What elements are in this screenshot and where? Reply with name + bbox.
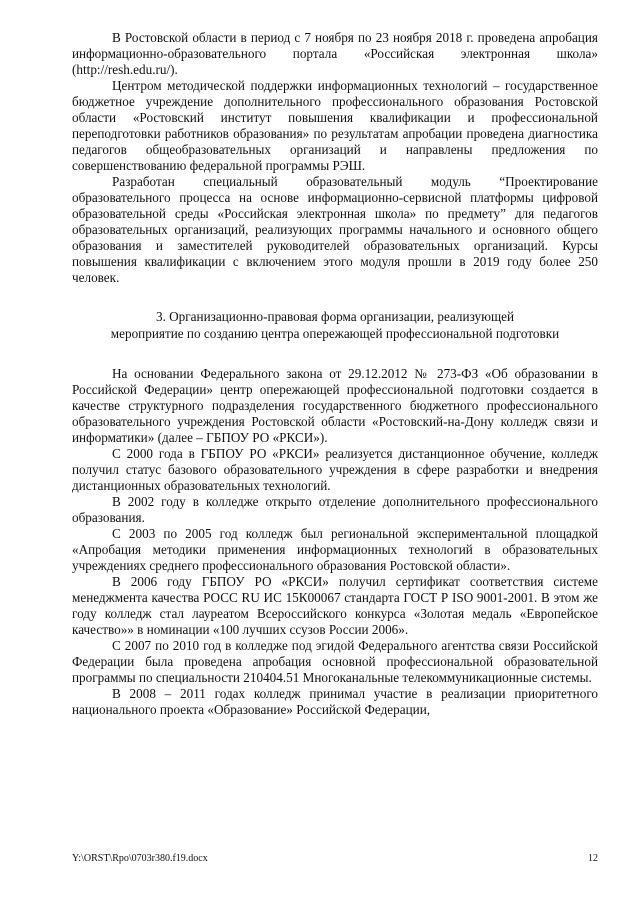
paragraph: В 2008 – 2011 годах колледж принимал участие в реализации приоритетного национального проекта «Образование» Российской Федерации, xyxy=(72,686,598,717)
paragraph: В 2002 году в колледже открыто отделение дополнительного профессионального образования. xyxy=(72,494,598,525)
paragraph: С 2003 по 2005 год колледж был региональной экспериментальной площадкой «Апробация методики применения информационных технологий в образовательных учреждениях среднего профессионального образования Ростовской области». xyxy=(72,526,598,573)
section-heading-line-2: мероприятие по созданию центра опережающей профессиональной подготовки xyxy=(110,326,560,341)
paragraph: На основании Федерального закона от 29.12.2012 № 273-ФЗ «Об образовании в Российской Федерации» центр опережающей профессиональной подготовки создается в качестве структурного подразделения государственного бюджетного профессионального образовательного учреждения Ростовской области «Ростовский-на-Дону колледж связи и информатики» (далее – ГБПОУ РО «РКСИ»). xyxy=(72,366,598,445)
paragraph: В Ростовской области в период с 7 ноября по 23 ноября 2018 г. проведена апробация информационно-образовательного портала «Российская электронная школа» (http://resh.edu.ru/). xyxy=(72,30,598,77)
paragraph: С 2007 по 2010 год в колледже под эгидой Федерального агентства связи Российской Федерации была проведена апробация основной профессиональной образовательной программы по специальности 210404.51 Многоканальные телекоммуникационные системы. xyxy=(72,638,598,685)
page-number: 12 xyxy=(588,853,598,864)
paragraph: С 2000 года в ГБПОУ РО «РКСИ» реализуется дистанционное обучение, колледж получил статус базового образовательного учреждения в сфере разработки и внедрения дистанционных образовательных технологий. xyxy=(72,446,598,493)
section-heading xyxy=(72,308,598,342)
paragraph: В 2006 году ГБПОУ РО «РКСИ» получил сертификат соответствия системе менеджмента качества РОСС RU ИС 15К00067 стандарта ГОСТ Р ISO 9001-2001. В этом же году колледж стал лауреатом Всероссийского конкурса «Золотая медаль «Европейское качество»» в номинации «100 лучших ссузов России 2006». xyxy=(72,574,598,637)
paragraph: Центром методической поддержки информационных технологий – государственное бюджетное учреждение дополнительного профессионального образования Ростовской области «Ростовский институт повышения квалификации и профессиональной переподготовки работников образования» по результатам апробации проведена диагностика педагогов общеобразовательных организаций и направлены предложения по совершенствованию федеральной программы РЭШ. xyxy=(72,78,598,173)
section-heading-line-1: 3. Организационно-правовая форма организации, реализующей xyxy=(155,309,515,324)
document-body xyxy=(72,30,598,718)
paragraph: Разработан специальный образовательный модуль “Проектирование образовательного процесса на основе информационно-сервисной платформы цифровой образовательной среды «Российская электронная школа» по предмету” для педагогов образовательных организаций, реализующих программы начального и основного общего образования и заместителей руководителей образовательных организаций. Курсы повышения квалификации с включением этого модуля прошли в 2019 году более 250 человек. xyxy=(72,174,598,285)
file-path: Y:\ORST\Rpo\0703r380.f19.docx xyxy=(72,853,208,864)
page-footer xyxy=(72,853,598,864)
